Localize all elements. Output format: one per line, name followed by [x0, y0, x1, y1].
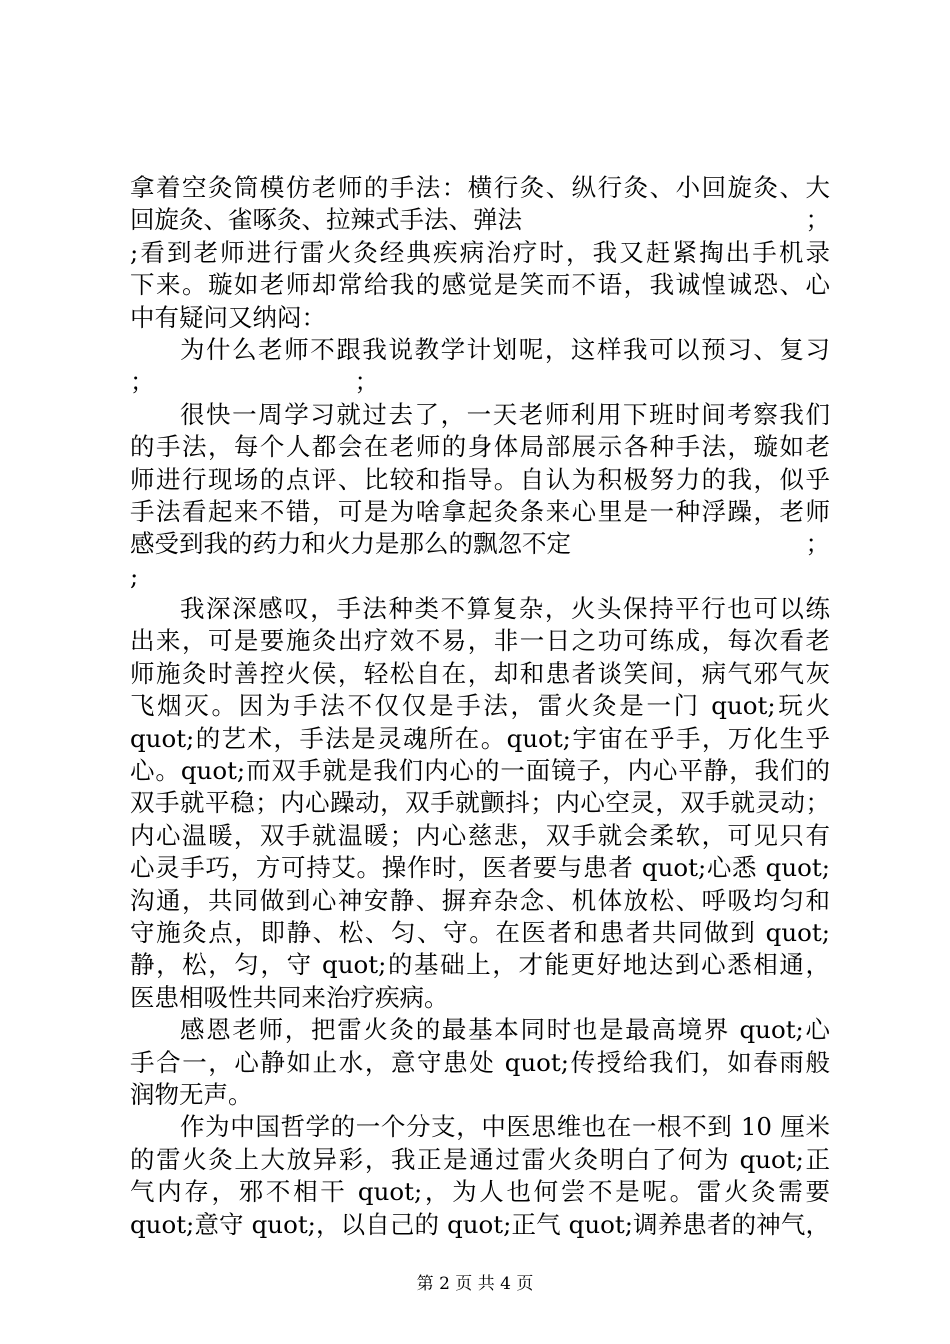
text-line: 飞烟灭。因为手法不仅仅是手法，雷火灸是一门 quot;玩火: [130, 691, 830, 721]
paragraph-first-line: 很快一周学习就过去了，一天老师利用下班时间考察我们: [180, 399, 830, 429]
text-line: 师进行现场的点评、比较和指导。自认为积极努力的我，似乎: [130, 464, 830, 494]
text-line: quot;的艺术，手法是灵魂所在。quot;宇宙在乎手，万化生乎: [130, 723, 830, 753]
text-line-segment: 回旋灸、雀啄灸、拉辣式手法、弹法: [130, 205, 522, 235]
text-line-segment: ；: [130, 367, 155, 397]
text-line: 内心温暖，双手就温暖；内心慈悲，双手就会柔软，可见只有: [130, 820, 830, 850]
text-line: 沟通，共同做到心神安静、摒弃杂念、机体放松、呼吸均匀和: [130, 885, 830, 915]
text-line: 的雷火灸上大放异彩，我正是通过雷火灸明白了何为 quot;正: [130, 1144, 830, 1174]
paragraph-first-line: 我深深感叹，手法种类不算复杂，火头保持平行也可以练: [180, 594, 830, 624]
page-footer: 第 2 页 共 4 页: [416, 1274, 534, 1294]
text-line: [130, 204, 830, 236]
text-line-segment: ；: [354, 367, 379, 397]
text-line: 润物无声。: [130, 1079, 253, 1109]
text-line: 手合一，心静如止水，意守患处 quot;传授给我们，如春雨般: [130, 1047, 830, 1077]
text-line: 守施灸点，即静、松、匀、守。在医者和患者共同做到 quot;: [130, 917, 830, 947]
text-line: 下来。璇如老师却常给我的感觉是笑而不语，我诚惶诚恐、心: [130, 270, 830, 300]
text-line: ;看到老师进行雷火灸经典疾病治疗时，我又赶紧掏出手机录: [130, 237, 830, 267]
text-line: 双手就平稳；内心躁动，双手就颤抖；内心空灵，双手就灵动；: [130, 788, 830, 818]
text-line-segment: ；: [805, 205, 830, 235]
paragraph-first-line: 为什么老师不跟我说教学计划呢，这样我可以预习、复习: [180, 334, 830, 364]
text-line: [130, 528, 830, 560]
text-line: 心。quot;而双手就是我们内心的一面镜子，内心平静，我们的: [130, 756, 830, 786]
text-line: 的手法，每个人都会在老师的身体局部展示各种手法，璇如老: [130, 432, 830, 462]
text-line: 静，松，匀，守 quot;的基础上，才能更好地达到心悉相通，: [130, 950, 830, 980]
text-line: 气内存，邪不相干 quot;，为人也何尝不是呢。雷火灸需要: [130, 1177, 830, 1207]
text-line: 出来，可是要施灸出疗效不易，非一日之功可练成，每次看老: [130, 626, 830, 656]
text-line: 中有疑问又纳闷：: [130, 302, 326, 332]
text-line-segment: 感受到我的药力和火力是那么的飘忽不定: [130, 529, 571, 559]
body-text: [130, 172, 830, 1241]
paragraph-first-line: 感恩老师，把雷火灸的最基本同时也是最高境界 quot;心: [180, 1015, 830, 1045]
text-line-segment: ；: [805, 529, 830, 559]
text-line: quot;意守 quot;，以自己的 quot;正气 quot;调养患者的神气，: [130, 1209, 830, 1239]
text-line: ;: [130, 561, 139, 591]
text-line: 心灵手巧，方可持艾。操作时，医者要与患者 quot;心悉 quot;: [130, 853, 830, 883]
text-line: 手法看起来不错，可是为啥拿起灸条来心里是一种浮躁，老师: [130, 496, 830, 526]
text-line: 拿着空灸筒模仿老师的手法：横行灸、纵行灸、小回旋灸、大: [130, 173, 830, 202]
text-line: [130, 366, 830, 398]
text-line: 医患相吸性共同来治疗疾病。: [130, 982, 449, 1012]
paragraph-first-line: 作为中国哲学的一个分支，中医思维也在一根不到 10 厘米: [180, 1112, 830, 1142]
text-line: 师施灸时善控火侯，轻松自在，却和患者谈笑间，病气邪气灰: [130, 658, 830, 688]
